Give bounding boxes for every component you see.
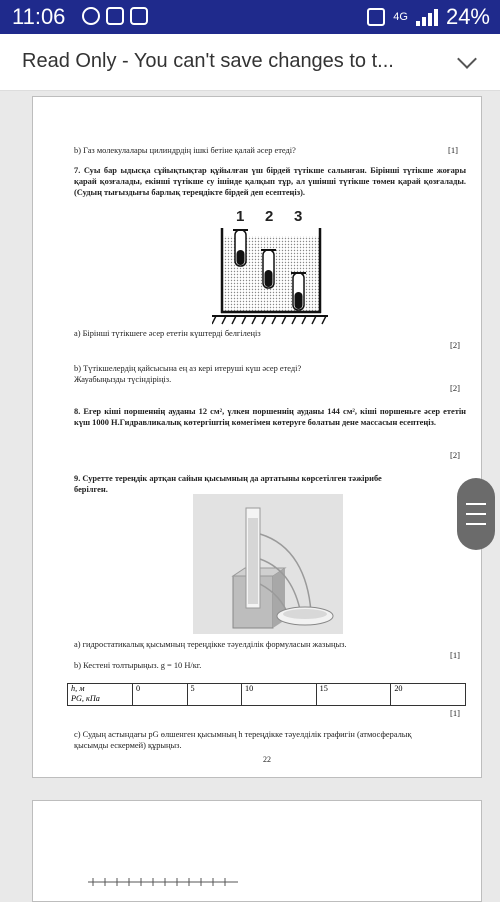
tube-label-1: 1 [236, 208, 245, 225]
tube-3 [291, 273, 306, 310]
question-9b: b) Кестені толтырыңыз. g = 10 Н/кг. [74, 661, 202, 670]
table-cell-h[interactable]: 5 [187, 684, 242, 706]
mark-7a: [2] [450, 340, 461, 350]
experiment-photo [193, 494, 343, 634]
page-number: 22 [263, 755, 271, 764]
table-cell-h[interactable]: 0 [133, 684, 188, 706]
document-page[interactable] [32, 96, 482, 778]
mark-8: [2] [450, 450, 461, 460]
signal-icon [416, 8, 438, 26]
question-7: 7. Суы бар ыдысқа сұйықтықтар құйылған үш бірдей түтікше салынған. Бірінші түтікше жоғары қарай қозғалады, екінші түтікше су ішінде қалқып тұр, ал үшінші түтікше төмен қарай қозғалады. (Судың тығыздығы барлық тереңдікте бірдей деп есептеңіз). [74, 166, 466, 197]
read-only-banner[interactable]: Read Only - You can't save changes to t... [22, 50, 394, 72]
table-cell-h[interactable]: 15 [316, 684, 391, 706]
status-bar [0, 0, 500, 34]
mark-9a: [1] [450, 650, 461, 660]
question-9c: c) Судың астындағы pG өлшенген қысымның h тереңдікке тәуелділік графигін (атмосфералық қысымды ескермей) құрыңыз. [74, 730, 412, 750]
question-9a: a) гидростатикалық қысымның тереңдікке тәуелділік формуласын жазыңыз. [74, 640, 347, 649]
tube-label-3: 3 [294, 208, 303, 225]
table-cell-h[interactable]: 10 [242, 684, 317, 706]
tube-2 [261, 250, 276, 288]
whatsapp-icon [82, 7, 100, 25]
question-7b: b) Түтікшелердің қайсысына ең аз кері итеруші күш әсер етеді? Жауабыңызды түсіндіріңіз. [74, 364, 302, 384]
battery-percent: 24% [445, 4, 490, 29]
gallery-icon [130, 7, 148, 25]
question-6b: b) Газ молекулалары цилиндрдің ішкі бетіне қалай әсер етеді? [74, 146, 296, 155]
tube-label-2: 2 [265, 208, 274, 225]
scroll-handle[interactable] [457, 478, 495, 550]
table-label-h: h, м [71, 684, 85, 693]
status-right [367, 4, 490, 30]
mark-6b: [1] [448, 145, 459, 155]
network-type: 4G [393, 11, 408, 23]
table-row-labels [68, 684, 133, 706]
mark-7b: [2] [450, 383, 461, 393]
graph-axis-ticks [88, 876, 238, 888]
tube-1 [233, 230, 248, 266]
question-8: 8. Егер кіші поршеннің ауданы 12 см², үлкен поршеннің ауданы 144 см², кіші поршеньге әсер ететін күш 1000 Н.Гидравликалық көтергіштің көмегімен көтеруге болатын дене массасын есептеңіз. [74, 407, 466, 427]
question-7a: a) Бірінші түтікшеге әсер ететін күштерді белгілеңіз [74, 329, 261, 338]
table-cell-h[interactable]: 20 [391, 684, 466, 706]
mark-9b: [1] [450, 708, 461, 718]
instagram-icon [106, 7, 124, 25]
status-time: 11:06 [12, 4, 66, 29]
notification-icons [82, 7, 148, 25]
question-9: 9. Суретте тереңдік артқан сайын қысымның да артатыны көрсетілген тәжірибе берілген. [74, 474, 382, 494]
chevron-down-icon[interactable] [457, 49, 477, 69]
table-label-p: PG, кПа [71, 693, 100, 703]
vessel-diagram [212, 210, 334, 328]
pressure-table [67, 683, 466, 706]
alarm-icon [367, 8, 385, 26]
app-bar [0, 34, 500, 91]
